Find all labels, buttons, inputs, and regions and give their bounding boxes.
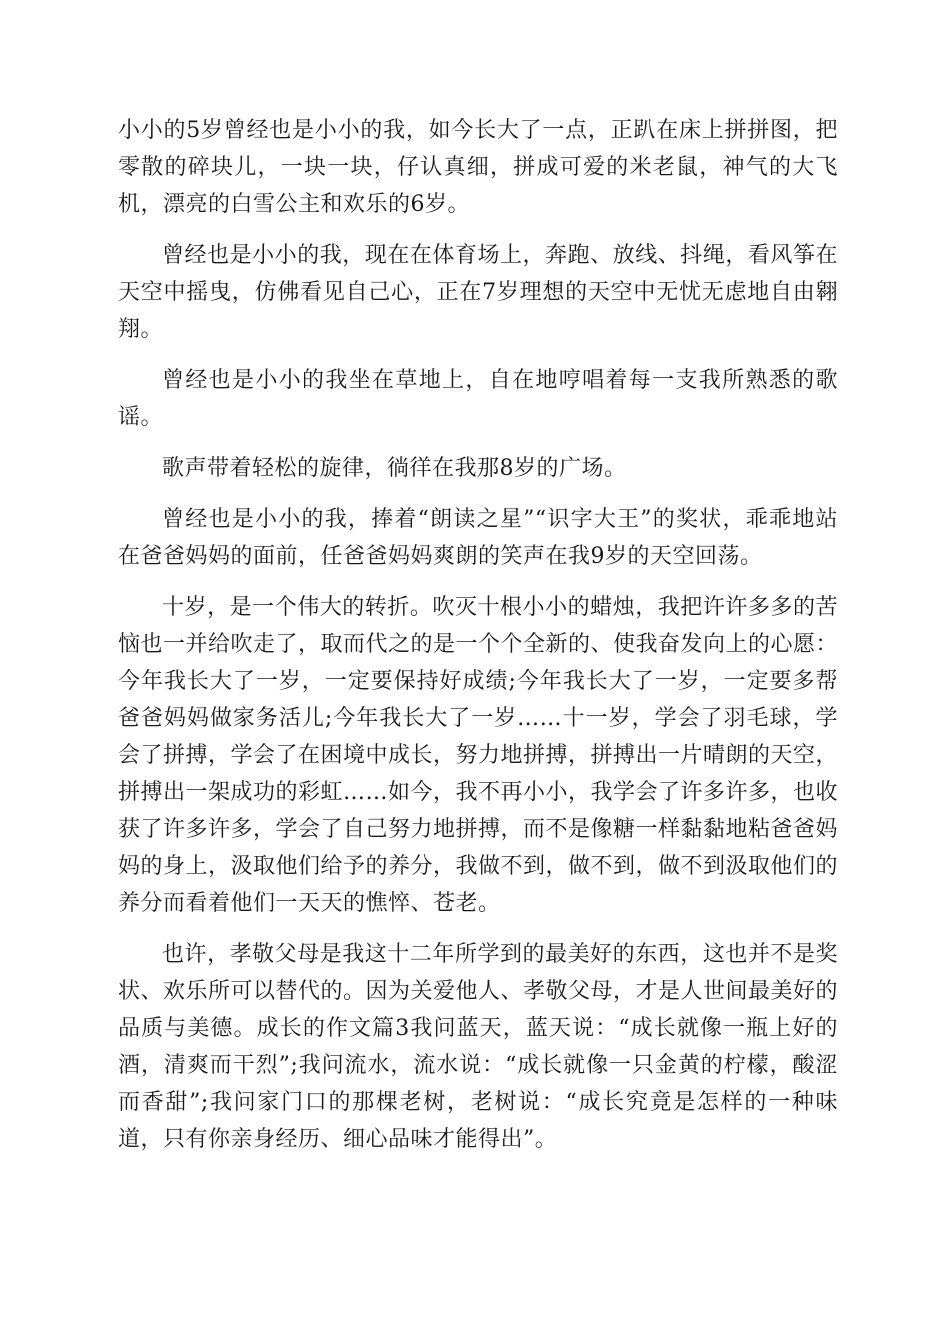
document-body xyxy=(118,112,838,1172)
paragraph-2: 曾经也是小小的我，现在在体育场上，奔跑、放线、抖绳，看风筝在天空中摇曳，仿佛看见自己心，正在7岁理想的天空中无忧无虑地自由翱翔。 xyxy=(118,243,838,342)
paragraph-3: 曾经也是小小的我坐在草地上，自在地哼唱着每一支我所熟悉的歌谣。 xyxy=(118,368,838,430)
paragraph-6: 十岁，是一个伟大的转折。吹灭十根小小的蜡烛，我把许许多多的苦恼也一并给吹走了，取而代之的是一个个全新的、使我奋发向上的心愿：今年我长大了一岁，一定要保持好成绩;今年我长大了一岁，一定要多帮爸爸妈妈做家务活儿;今年我长大了一岁……十一岁，学会了羽毛球，学会了拼搏，学会了在困境中成长，努力地拼搏，拼搏出一片晴朗的天空，拼搏出一架成功的彩虹……如今，我不再小小，我学会了许多许多，也收获了许多许多，学会了自己努力地拼搏，而不是像糖一样黏黏地粘爸爸妈妈的身上，汲取他们给予的养分，我做不到，做不到，做不到汲取他们的养分而看着他们一天天的憔悴、苍老。 xyxy=(118,595,839,916)
paragraph-5: 曾经也是小小的我，捧着“朗读之星”“识字大王”的奖状，乖乖地站在爸爸妈妈的面前，任爸爸妈妈爽朗的笑声在我9岁的天空回荡。 xyxy=(118,507,838,569)
paragraph-1: 小小的5岁曾经也是小小的我，如今长大了一点，正趴在床上拼拼图，把零散的碎块儿，一块一块，仔认真细，拼成可爱的米老鼠，神气的大飞机，漂亮的白雪公主和欢乐的6岁。 xyxy=(118,118,838,217)
paragraph-7: 也许，孝敬父母是我这十二年所学到的最美好的东西，这也并不是奖状、欢乐所可以替代的。因为关爱他人、孝敬父母，才是人世间最美好的品质与美德。成长的作文篇3我问蓝天，蓝天说：“成长就像一瓶上好的酒，清爽而干烈”;我问流水，流水说：“成长就像一只金黄的柠檬，酸涩而香甜”;我问家门口的那棵老树，老树说：“成长究竟是怎样的一种味道，只有你亲身经历、细心品味才能得出”。 xyxy=(118,942,839,1152)
paragraph-4: 歌声带着轻松的旋律，徜徉在我那8岁的广场。 xyxy=(162,456,627,481)
